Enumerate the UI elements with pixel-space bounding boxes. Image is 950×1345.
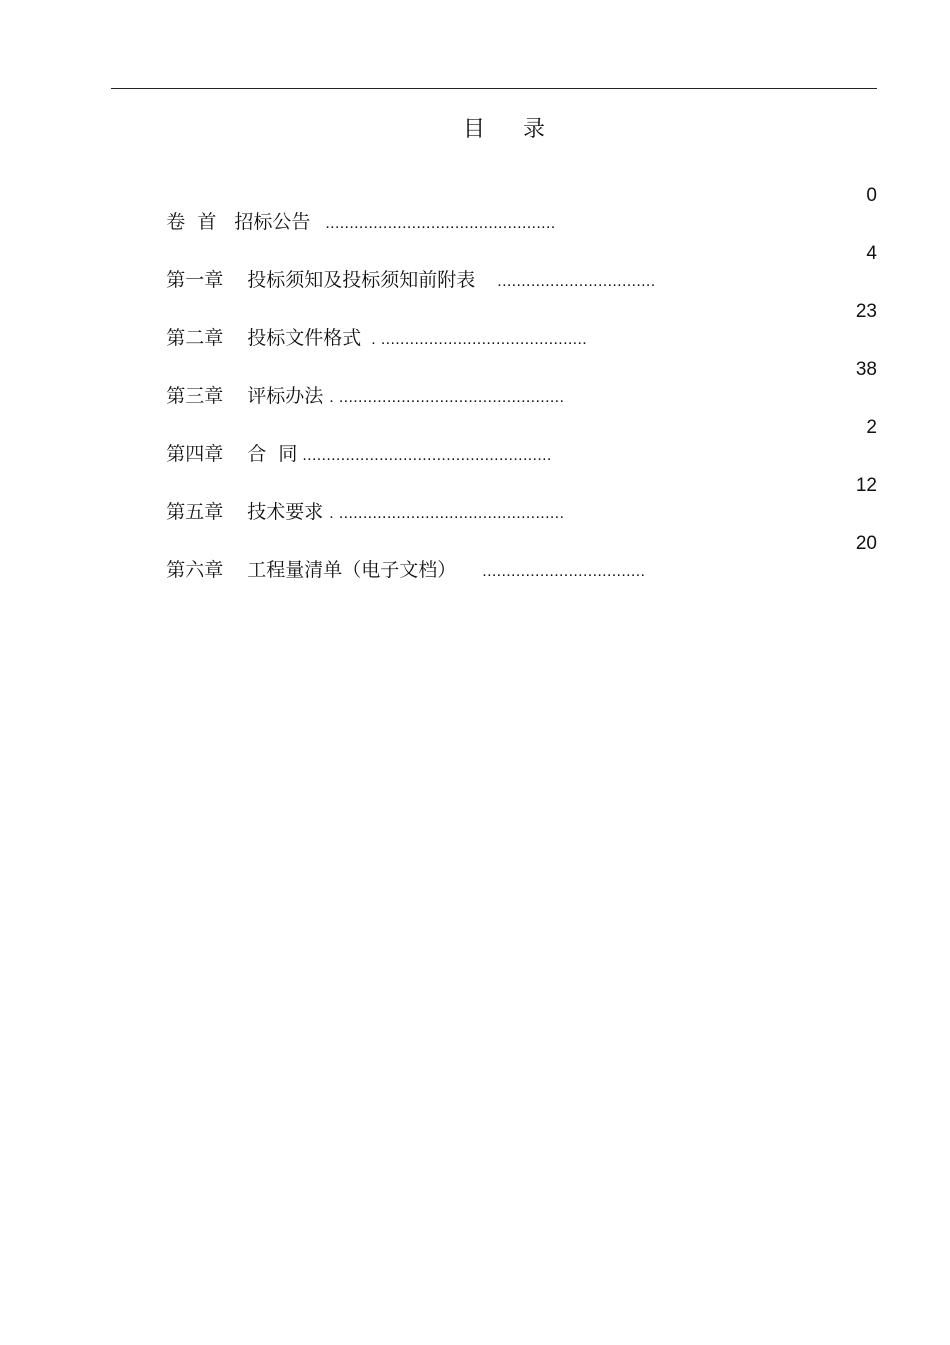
toc-entry[interactable] bbox=[130, 415, 877, 465]
toc-title: 招标公告 bbox=[234, 211, 311, 233]
toc-page-number: 4 bbox=[866, 243, 877, 264]
toc-chapter: 卷 首 bbox=[166, 211, 217, 233]
toc-page-number: 38 bbox=[855, 359, 877, 380]
toc-entry[interactable] bbox=[130, 183, 877, 233]
page-title: 目 录 bbox=[463, 117, 547, 142]
toc-entry[interactable] bbox=[130, 473, 877, 523]
toc-entry[interactable] bbox=[130, 531, 877, 581]
toc-leader: .................................................... bbox=[302, 447, 552, 464]
toc-page-number: 2 bbox=[866, 417, 877, 438]
toc-chapter: 第三章 bbox=[166, 385, 224, 407]
toc-title: 技术要求 bbox=[247, 501, 324, 523]
toc-title: 评标办法 bbox=[247, 385, 324, 407]
toc-title: 合 同 bbox=[247, 443, 298, 465]
toc-leader: . ............................................... bbox=[329, 389, 565, 406]
toc-leader: . ............................................... bbox=[329, 505, 565, 522]
header-rule bbox=[111, 88, 877, 89]
toc-page-number: 12 bbox=[855, 475, 877, 496]
toc-title: 投标须知及投标须知前附表 bbox=[247, 269, 476, 291]
toc-page-number: 0 bbox=[866, 185, 877, 206]
toc-chapter: 第二章 bbox=[166, 327, 224, 349]
toc-leader: . ........................................... bbox=[371, 331, 588, 348]
toc-title: 投标文件格式 bbox=[247, 327, 362, 349]
toc-page-number: 20 bbox=[855, 533, 877, 554]
toc-entry[interactable] bbox=[130, 357, 877, 407]
toc-chapter: 第一章 bbox=[166, 269, 224, 291]
toc-chapter: 第五章 bbox=[166, 501, 224, 523]
toc-chapter: 第四章 bbox=[166, 443, 224, 465]
toc-leader: ................................................ bbox=[325, 215, 556, 232]
toc-chapter: 第六章 bbox=[166, 559, 224, 581]
toc-leader: .................................. bbox=[482, 563, 646, 580]
toc-entry[interactable] bbox=[130, 299, 877, 349]
toc-entry[interactable] bbox=[130, 241, 877, 291]
toc-leader: ................................. bbox=[497, 273, 656, 290]
toc-entry-label bbox=[130, 531, 645, 611]
toc-title: 工程量清单（电子文档） bbox=[247, 559, 457, 581]
toc-page-number: 23 bbox=[855, 301, 877, 322]
